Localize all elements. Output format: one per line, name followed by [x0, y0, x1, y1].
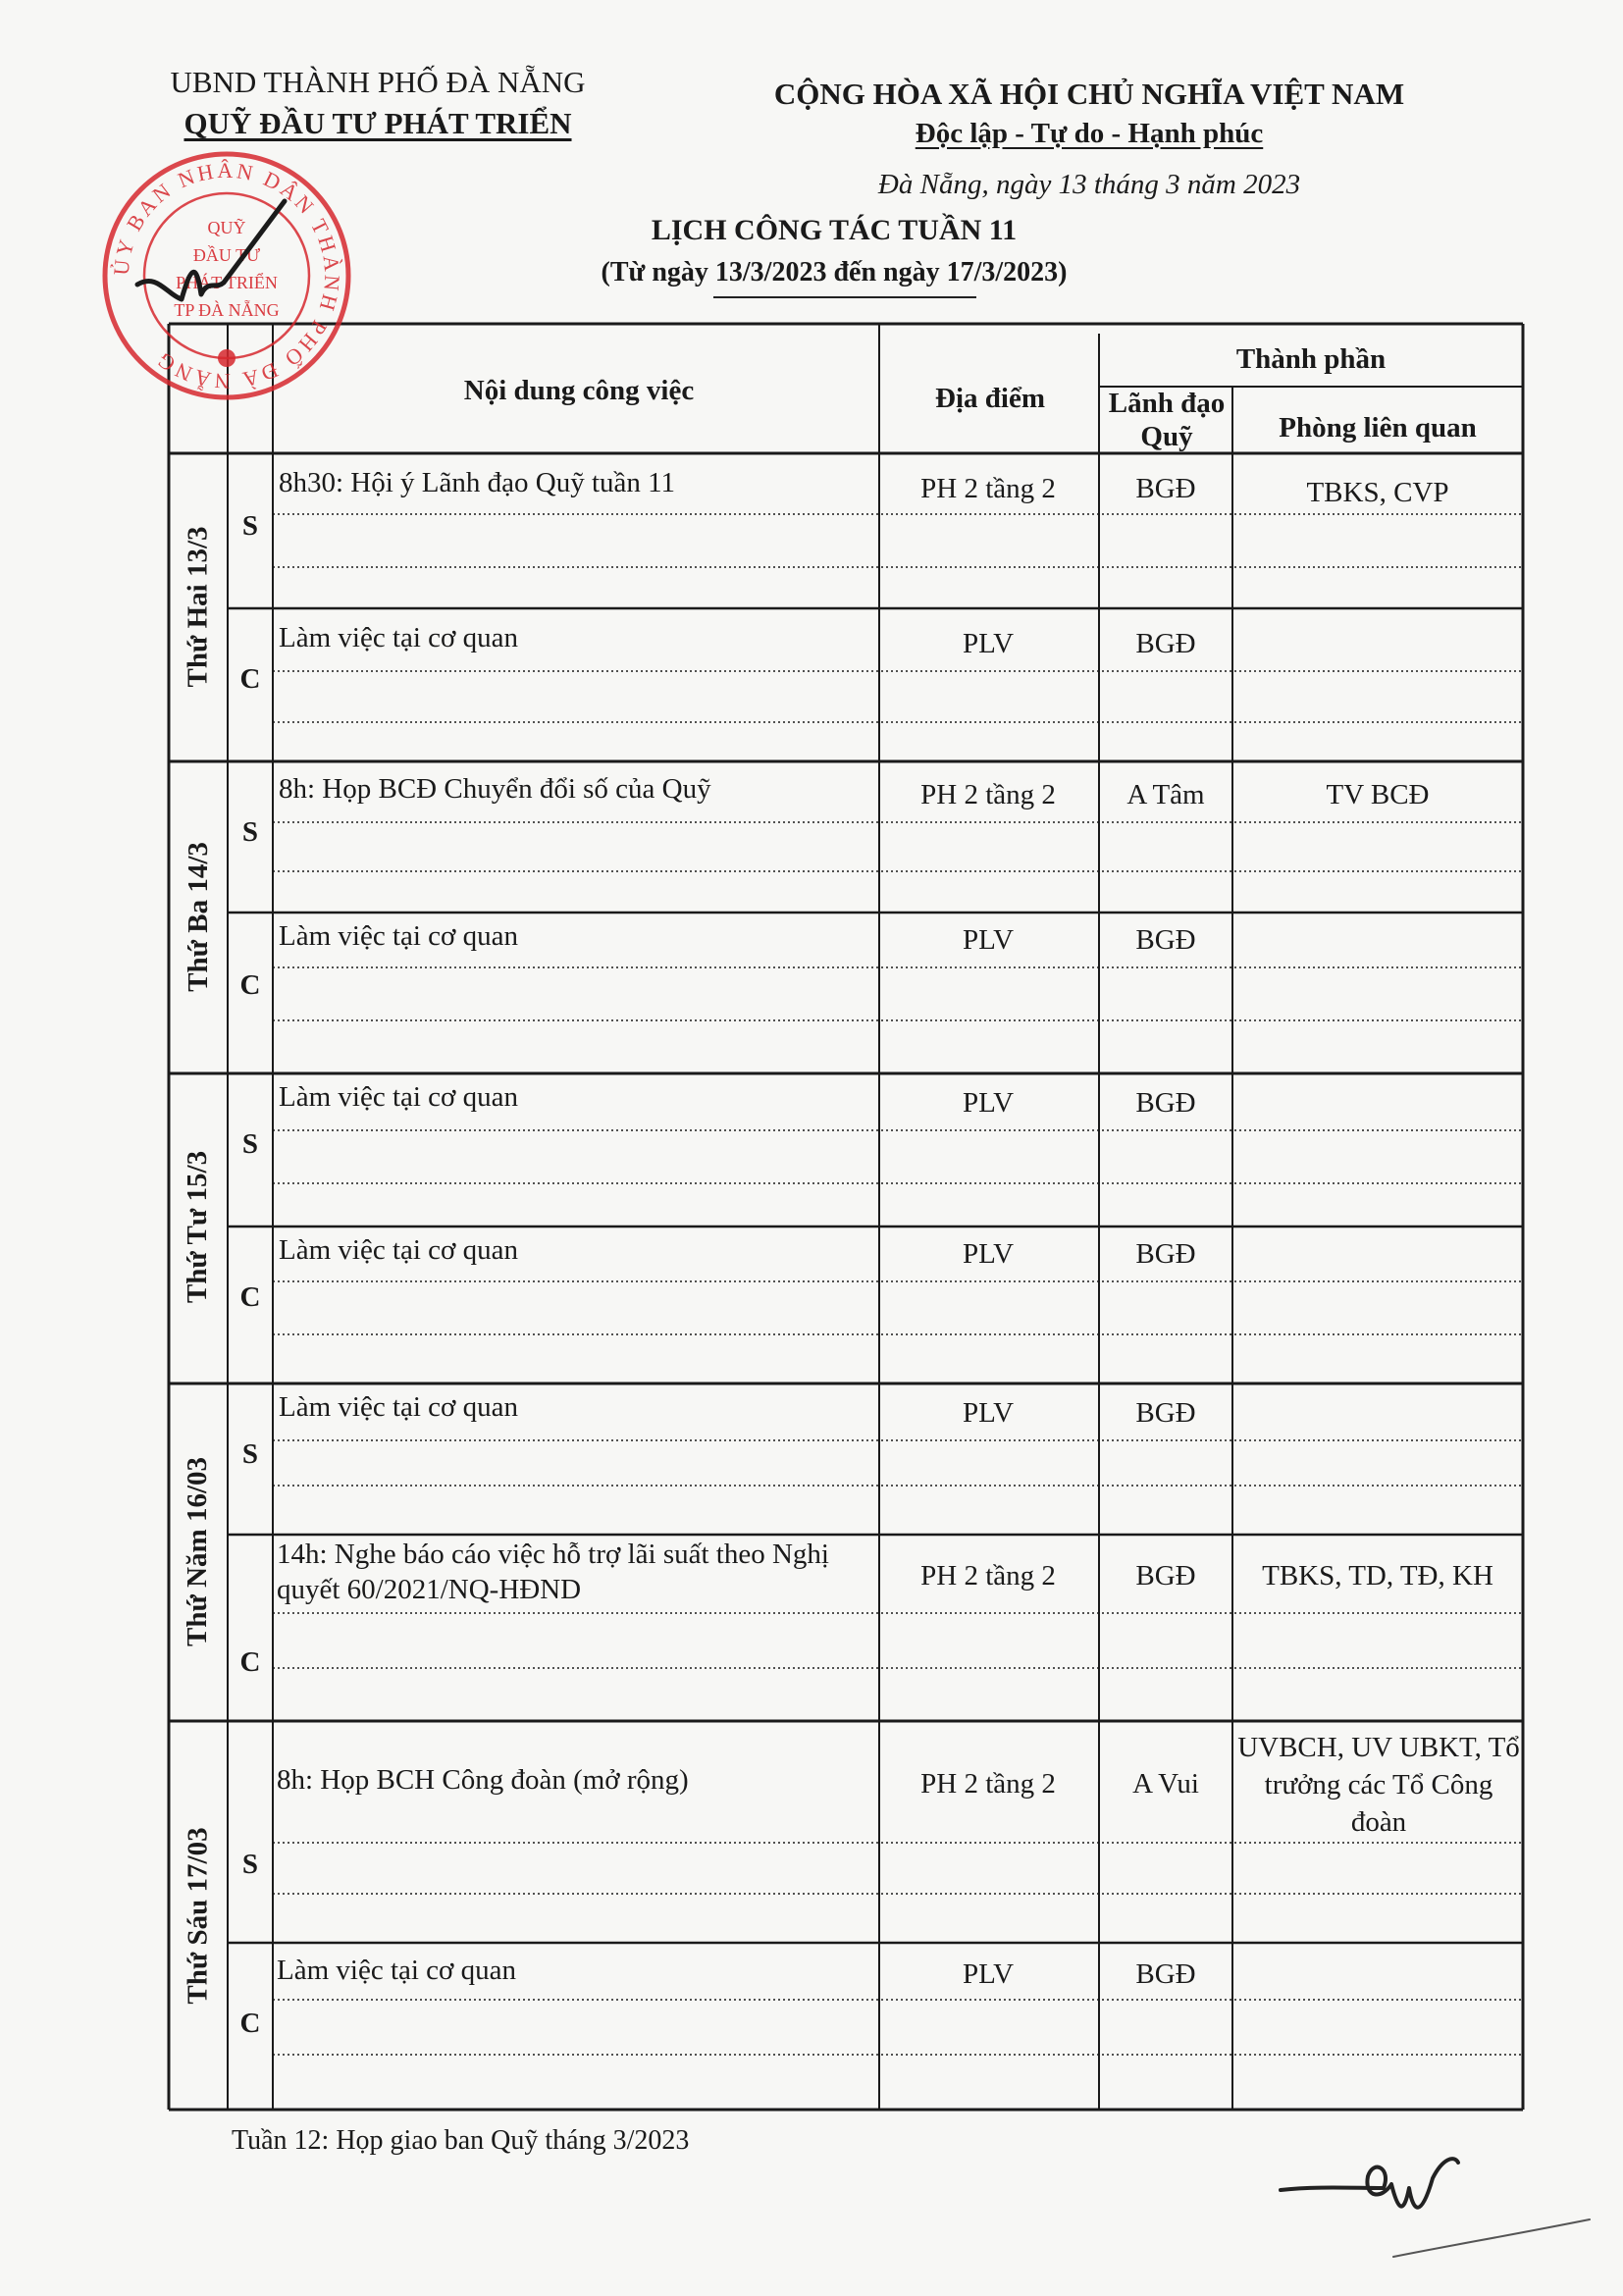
- document-subtitle: (Từ ngày 13/3/2023 đến ngày 17/3/2023): [601, 257, 1068, 287]
- task-content: 14h: Nghe báo cáo việc hỗ trợ lãi suất theo Nghị quyết 60/2021/NQ-HĐND: [277, 1539, 829, 1605]
- task-departments: TBKS, CVP: [1306, 477, 1449, 508]
- task-leader: BGĐ: [1135, 1238, 1196, 1270]
- task-content: 8h: Họp BCĐ Chuyển đổi số của Quỹ: [279, 773, 711, 805]
- task-leader: BGĐ: [1135, 1397, 1196, 1429]
- national-motto: Độc lập - Tự do - Hạnh phúc: [915, 118, 1264, 149]
- task-content: Làm việc tại cơ quan: [279, 1391, 519, 1423]
- task-leader: A Tâm: [1126, 779, 1205, 810]
- task-location: PH 2 tầng 2: [920, 1560, 1056, 1592]
- org-name: QUỸ ĐẦU TƯ PHÁT TRIỂN: [183, 106, 572, 140]
- header-participants: Thành phần: [1235, 343, 1387, 375]
- task-departments: TV BCĐ: [1326, 779, 1430, 810]
- task-location: PLV: [962, 1087, 1015, 1119]
- task-content: Làm việc tại cơ quan: [279, 622, 519, 653]
- document-date: Đà Nẵng, ngày 13 tháng 3 năm 2023: [877, 169, 1301, 200]
- task-leader: BGĐ: [1135, 1560, 1196, 1592]
- session-label: C: [239, 663, 261, 695]
- task-location: PLV: [962, 1397, 1015, 1429]
- org-top-line: UBND THÀNH PHỐ ĐÀ NẴNG: [170, 65, 586, 99]
- task-content: Làm việc tại cơ quan: [279, 1081, 519, 1113]
- session-label: S: [241, 510, 259, 542]
- header-content: Nội dung công việc: [463, 375, 695, 406]
- session-label: C: [239, 969, 261, 1001]
- task-content: Làm việc tại cơ quan: [279, 1234, 519, 1266]
- session-label: S: [241, 1438, 259, 1470]
- task-location: PH 2 tầng 2: [920, 779, 1056, 810]
- task-content: Làm việc tại cơ quan: [277, 1955, 517, 1986]
- task-leader: BGĐ: [1135, 473, 1196, 504]
- official-seal: [98, 147, 355, 404]
- task-location: PH 2 tầng 2: [920, 1768, 1056, 1800]
- task-leader: BGĐ: [1135, 924, 1196, 956]
- task-content: 8h: Họp BCH Công đoàn (mở rộng): [277, 1764, 689, 1796]
- national-title: CỘNG HÒA XÃ HỘI CHỦ NGHĨA VIỆT NAM: [773, 77, 1405, 111]
- session-label: C: [239, 1646, 261, 1678]
- task-leader: BGĐ: [1135, 1087, 1196, 1119]
- task-leader: BGĐ: [1135, 1958, 1196, 1990]
- task-location: PLV: [962, 1238, 1015, 1270]
- task-location: PLV: [962, 1958, 1015, 1990]
- session-label: S: [241, 816, 259, 848]
- footnote: Tuần 12: Họp giao ban Quỹ tháng 3/2023: [232, 2125, 690, 2156]
- day-label: Thứ Năm 16/03: [182, 1456, 214, 1646]
- task-content: Làm việc tại cơ quan: [279, 920, 519, 952]
- header-leader: Lãnh đạo Quỹ: [1108, 388, 1226, 452]
- task-departments: UVBCH, UV UBKT, Tổ trưởng các Tổ Công đoàn: [1237, 1732, 1520, 1838]
- svg-text:PHÁT TRIỂN: PHÁT TRIỂN: [176, 273, 278, 292]
- header-departments: Phòng liên quan: [1279, 412, 1477, 444]
- svg-text:TP ĐÀ NẴNG: TP ĐÀ NẴNG: [174, 300, 280, 320]
- day-label: Thứ Tư 15/3: [182, 1150, 214, 1303]
- task-departments: TBKS, TD, TĐ, KH: [1262, 1560, 1493, 1592]
- svg-text:QUỸ: QUỸ: [207, 218, 246, 237]
- session-label: S: [241, 1849, 259, 1880]
- day-label: Thứ Ba 14/3: [182, 841, 214, 992]
- session-label: C: [239, 2008, 261, 2039]
- day-label: Thứ Sáu 17/03: [182, 1826, 214, 2005]
- task-leader: A Vui: [1132, 1768, 1199, 1800]
- header-location: Địa điểm: [935, 383, 1045, 414]
- day-label: Thứ Hai 13/3: [182, 525, 214, 688]
- session-label: S: [241, 1128, 259, 1160]
- document-title: LỊCH CÔNG TÁC TUẦN 11: [651, 214, 1018, 246]
- signature: [1276, 2149, 1599, 2296]
- task-location: PLV: [962, 924, 1015, 956]
- task-location: PH 2 tầng 2: [920, 473, 1056, 504]
- task-content: 8h30: Hội ý Lãnh đạo Quỹ tuần 11: [279, 467, 676, 498]
- session-label: C: [239, 1281, 261, 1313]
- task-leader: BGĐ: [1135, 628, 1196, 659]
- task-location: PLV: [962, 628, 1015, 659]
- svg-text:ỦY BAN NHÂN DÂN THÀNH PHỐ ĐÀ N: ỦY BAN NHÂN DÂN THÀNH PHỐ ĐÀ NẴNG: [108, 157, 345, 394]
- svg-text:ĐẦU TƯ: ĐẦU TƯ: [192, 245, 261, 265]
